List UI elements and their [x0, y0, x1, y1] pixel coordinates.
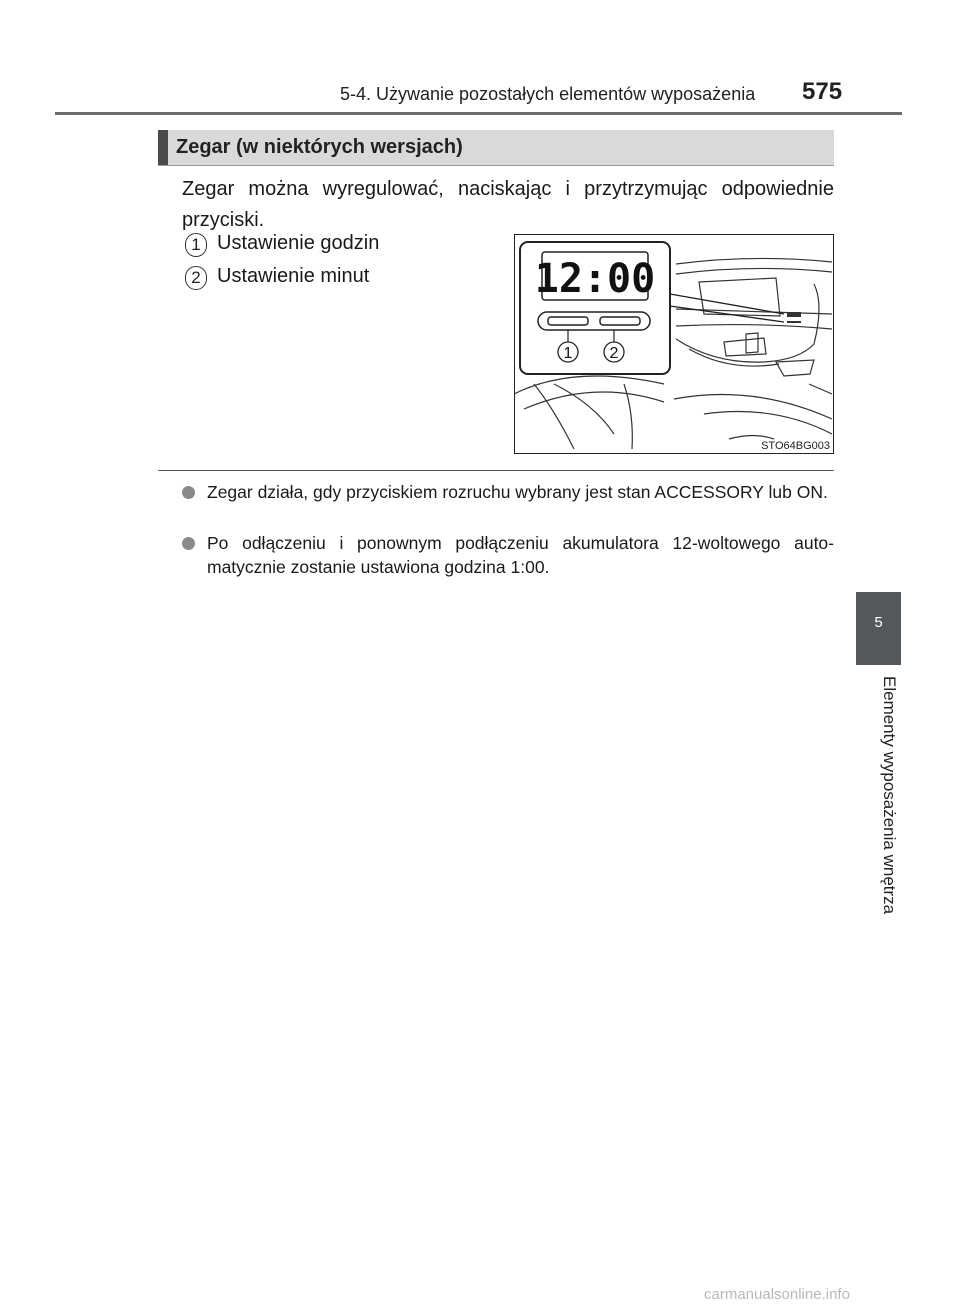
intro-paragraph: Zegar można wyregulować, naciskając i przytrzymując odpowiednie przyciski. — [182, 178, 834, 231]
number-1-icon: 1 — [185, 233, 207, 257]
watermark: carmanualsonline.info — [704, 1286, 850, 1303]
number-2-icon: 2 — [185, 266, 207, 290]
item-label: Ustawienie minut — [217, 265, 370, 287]
clock-illustration — [514, 234, 834, 454]
hour-button — [548, 317, 588, 325]
figure-code: STO64BG003 — [761, 440, 830, 452]
chapter-number: 5 — [874, 614, 883, 631]
section-title: Zegar (w niektórych wersjach) — [176, 136, 463, 158]
bullet-icon — [182, 486, 195, 499]
clock-display-text: 12:00 — [534, 256, 656, 302]
notes-divider — [158, 470, 834, 471]
page-number: 575 — [802, 78, 843, 105]
section-heading-bar — [158, 130, 168, 165]
note-text: Po odłączeniu i ponownym podłączeniu akumulatora 12-woltowego auto-matycznie zostanie ustawiona godzina 1:00. — [207, 533, 834, 577]
header-title: 5-4. Używanie pozostałych elementów wyposażenia — [340, 84, 756, 104]
minute-button — [600, 317, 640, 325]
bullet-icon — [182, 537, 195, 550]
header-divider — [55, 112, 902, 115]
item-label: Ustawienie godzin — [217, 232, 380, 254]
callout-1: 1 — [563, 345, 573, 362]
callout-2: 2 — [609, 345, 619, 362]
chapter-tab — [856, 592, 901, 665]
note-text: Zegar działa, gdy przyciskiem rozruchu wybrany jest stan ACCESSORY lub ON. — [207, 482, 828, 502]
note-item — [182, 480, 834, 504]
section-heading — [158, 130, 834, 166]
note-item — [182, 531, 834, 579]
chapter-name: Elementy wyposażenia wnętrza — [880, 676, 899, 915]
